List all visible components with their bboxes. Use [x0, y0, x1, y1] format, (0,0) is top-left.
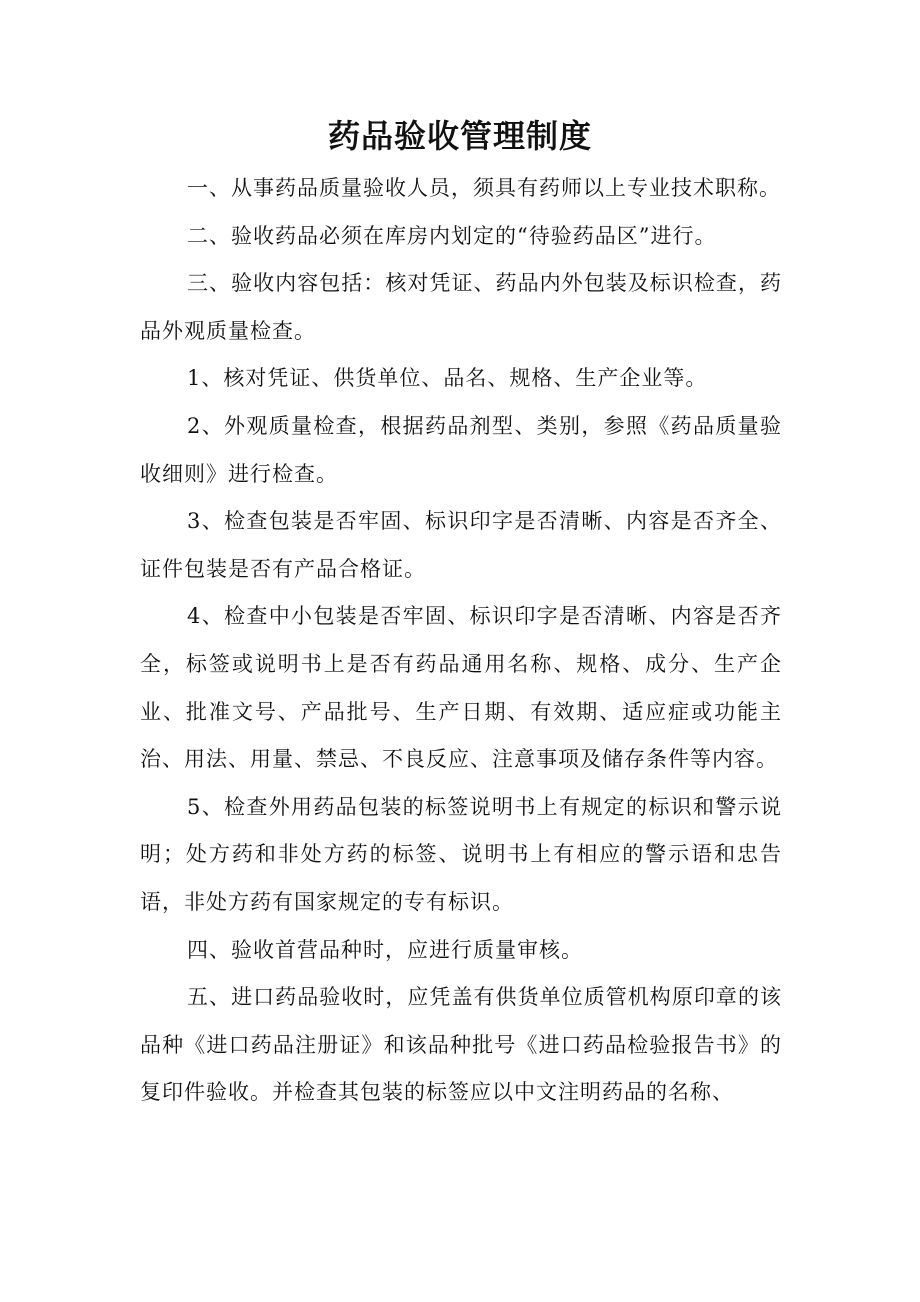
paragraph-7: 4、检查中小包装是否牢固、标识印字是否清晰、内容是否齐全，标签或说明书上是否有药品通用名称、规格、成分、生产企业、批准文号、产品批号、生产日期、有效期、适应症或功能主治、用法、用量、禁忌、不良反应、注意事项及储存条件等内容。 — [140, 604, 782, 772]
paragraph-6: 3、检查包装是否牢固、标识印字是否清晰、内容是否齐全、证件包装是否有产品合格证。 — [140, 509, 782, 581]
paragraph-8: 5、检查外用药品包装的标签说明书上有规定的标识和警示说明；处方药和非处方药的标签、说明书上有相应的警示语和忠告语，非处方药有国家规定的专有标识。 — [140, 794, 782, 914]
paragraph-9: 四、验收首营品种时，应进行质量审核。 — [187, 937, 583, 962]
paragraph-10: 五、进口药品验收时，应凭盖有供货单位质管机构原印章的该品种《进口药品注册证》和该品种批号《进口药品检验报告书》的复印件验收。并检查其包装的标签应以中文注明药品的名称、 — [140, 985, 782, 1105]
document-title: 药品验收管理制度 — [327, 117, 592, 155]
paragraph-2: 二、验收药品必须在库房内划定的“待验药品区”进行。 — [187, 223, 717, 248]
paragraph-5: 2、外观质量检查，根据药品剂型、类别，参照《药品质量验收细则》进行检查。 — [140, 413, 782, 486]
paragraph-1: 一、从事药品质量验收人员，须具有药师以上专业技术职称。 — [187, 176, 781, 200]
paragraph-3: 三、验收内容包括：核对凭证、药品内外包装及标识检查，药品外观质量检查。 — [140, 271, 782, 343]
document-body — [140, 165, 782, 1117]
paragraph-4: 1、核对凭证、供货单位、品名、规格、生产企业等。 — [187, 366, 708, 391]
